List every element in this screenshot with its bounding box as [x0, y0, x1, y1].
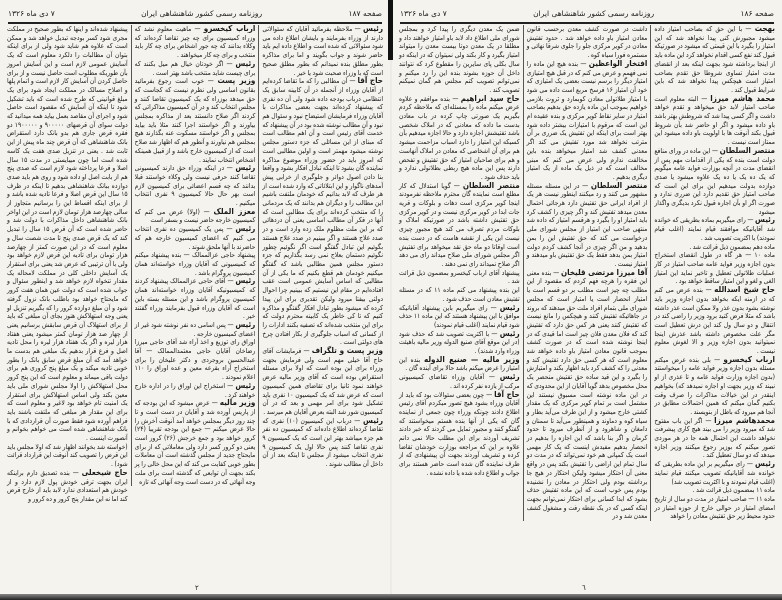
paragraph [527, 182, 648, 269]
paragraph-text: — با این حق که بصاحب امتیاز داده میشود مجبورش کنی پیدا نخواهد شد که این امتیاز را بگیرد با این قیمتی که میشود در صورتیکه قبول کند نفع کسی اقدام نخواهد کرد این ماده باید از اینجا برداشته شود بجهت اینکه بعد از انقضای مدت امتیاز تساوی شروطا حق تقدم بصاحب امتیاز است هیچکس پیدا نخواهد شد که باین شرایط قبول کند . [654, 25, 775, 94]
paragraph [654, 243, 775, 252]
paragraph [399, 269, 520, 286]
paragraph [399, 304, 520, 330]
paragraph-text: — رای میگیریم بر این ماده بطریقی که خوانده شد آقایانیکه تصویب میکنند قیام نمایند (اغلب قیام نمودند و با اکثریت تصویب شد) [654, 460, 775, 486]
paragraph-text: — بنده عرض می کنم که در ازمنه ایکه بخواهد بدون اجازه وزیر باید نوشته بشود بدون عذر ولا ممکن است عذر داشته باشد که مثلا فرض کنید برود وزیر را راضی کند در انتقال و دو سال ول کند این درش تعطیل است مگر علت مخصوص داشته باشد عذرش اینجا نمیتوانید بدون اجازه وزیر و الا لغوش معلوم نیست . [654, 286, 775, 356]
paragraph-text: (خواسته شد بخوانند اظهار شد که اولا مجلس باید این قرض را تصویب کند آنوقت این قرارداد قرائت شود) . [6, 442, 128, 469]
paragraph-text: — بنده موافقم و علاوه عرض میکنم ماده را بمسئله‌ای که ملاحظه کردم بگیریم یک صورتی چاپ کرده در باب معادن بدست ما داده که معادنی که در املاک شخصی باشد تفتیشش اجازه دارد و حالا اجازه میدهیم بآن کسیکه این امتیاز را دارد اسباب مزاحمت میشود هم برای آن اشخاصی که معادن در املاک آنهاست و هم برای صاحبان امتیاز که حق تفتیش و تفحص دارند پس این ماده هیچ ربطی بطلاتولی ندارد و باید حذف شود . [398, 94, 520, 181]
paragraph [654, 286, 775, 356]
page-number: صفحه ۱۸۶ [740, 8, 774, 18]
paragraph [7, 469, 128, 504]
text-columns [4, 25, 386, 504]
paragraph-text: ماده دهم بمضمون ذیل قرائت شد . [689, 242, 775, 251]
paragraph [399, 95, 520, 182]
paragraph-text: — ماهیت معلوم نشد که وزراء کمیسیون برای چه چیز تقاضا کرده‌اند که وکلاء بدانند که چه جور اشخاص برای چه کار باید منتخب و برای چه کار میخواهند . [134, 25, 256, 60]
speaker-name: منتصر السلطان [462, 180, 520, 190]
paragraph [527, 269, 648, 521]
issue-date: ۷ دی ماه ۱۳۲۶ [400, 8, 447, 18]
page-header [8, 6, 382, 24]
speaker-name: وزیر پست [217, 76, 256, 86]
newspaper-page-186 [392, 0, 782, 600]
speaker-name: رئیس [499, 302, 520, 312]
paragraph [135, 60, 256, 77]
speaker-name: بهجت [754, 24, 775, 33]
paragraph-text: ماده ۱۰ — هر گاه در طول انقضای استخراج بدون اجازه وزیر فواید عامه صاحب امتیاز در کار عملیات طلاتولی تعطیل و تاخیر نماید این امتیاز الغی و لغو و این امتیاز ساقط خواهد بود . [654, 251, 775, 286]
paragraph-text: — در اینکه وزراء حق دارند کمیسیونی تقاضا کنند حرفی نیست ولی وکلاء خواستند قبلا بدانند که چه قسم اعضائی برای کمیسیون لازم است بهر حال حالا کمیسیون ۹ نفری انتخاب میکنیم . [134, 164, 256, 208]
paragraph [7, 25, 128, 443]
speaker-name: ارباب کیخسرو [203, 24, 256, 33]
folio-number: ٦ [582, 584, 586, 592]
paragraph [654, 417, 775, 461]
speaker-name: رئیس [755, 459, 775, 469]
paragraph [135, 25, 256, 60]
paragraph [135, 277, 256, 321]
paragraph-text: پیشنهاد آقای ارباب کیخسرو بمضمون ذیل قرائت شد . [398, 268, 520, 286]
paragraph-text: — پس یک کمیسیون ده نفری انتخاب می کنیم که اعضای کمیسیون خارجه هم که حاضرند با آنها ملحق شوند . [134, 225, 256, 251]
speaker-name: رئیس [363, 24, 383, 33]
paragraph [135, 208, 256, 225]
paragraph-text: — گویا استدلال که کار مطلع است نماینده گان محترم ملاحظه نفرمودند اینجا کویر مرکزی است دهات و بلوکات و قریه جات ابدا در کویر مرکزی نیست و در کویر مرکزی حق تفتیش داشته باشد در صورتیکه املاک و بلوکات مردم تصرف می کند هیچ مجبور چیزی نیست این یکی از نقشه هاست که در دست بنده است اوقاتا دو ماه حق نقد میخواهد برای تفتیش اگر مجلس شورای ملی صلاح میداند رای می دهد اگر صلاح نمیداند رای نمی دهند . [398, 181, 520, 268]
speaker-name: رئیس [755, 215, 775, 225]
speaker-name: رئیس [363, 415, 383, 425]
page-header [400, 6, 774, 24]
speaker-name: رئیس [235, 319, 256, 329]
paragraph-text: — اگر خودتان خیال هم میل بکنند که برای چیست شاید منتخب باشد بهتر است . [134, 59, 256, 77]
newspaper-title: روزنامه رسمی کشور شاهنشاهی ایران [533, 8, 655, 18]
speaker-name: آقا میرزا مرتضی قلیخان [561, 267, 648, 277]
text-column [396, 25, 523, 478]
speaker-name: حاج شیخ اسدالله [714, 285, 775, 295]
paragraph-text: — چون بعضی سئوالات بود که باید از آقایان وزراء بشود هیچ تصور میکردم آقای رئیس اطلاع دادند چونکه وزراء چون جمعی از نماینده گان که یکی از آنها بنده هستم میخواستند که گفتگو کنند و مجبور تمایل می کردند که خبر دادند تشریف آوردند برای این مطلب حالا نمی دانم علاوه بر این که مراجعه بوزارت خودشان تقاضا کرده و تشریف آوردند بجهت آن پیشنهادی که از طرف نماینده گان شده است حاضر هستند برای جواب و اطلاع داده شده یا داده نشده . [398, 390, 520, 477]
speaker-name: رئیس [235, 380, 256, 390]
speaker-name: محمد هاشم میرزا [710, 93, 775, 103]
speaker-name: حاج سید ابراهیم [460, 93, 520, 103]
paragraph-text: — خوب است رجوع بفرمائید بقانون اساسی ولی نظرم نیست که کجاست که حق میدهد بوزراء که یک کمیسیون تقاضا کنند و مجلس انتخاب کند و در آن کمیسیون مذاکراتی که کردند اگر صلاح دانستند بعد از مذاکره بمجلس بیاورند و اگر خواستند اجرا کنند مثلا باید بیاید بمجلس و اگر خواستند مسکوت عنه بگذارند هیچ بمجلس هم نیاورند و آنطور هم که اظهار شد صلاح است که از کمیسیون خارج باشد و از قبیل همینکه اشخاص انتخاب نمایند . [134, 77, 256, 164]
speaker-name: رئیس [235, 163, 256, 173]
speaker-name: رئیس [235, 224, 256, 234]
paragraph [654, 495, 775, 521]
paragraph [7, 443, 128, 469]
paragraph [262, 77, 383, 347]
paragraph-text: — ملاحظه بفرمائید آقایان که سئوالاتی دارند از وزراء بفرمایند و بایشان اطلاع داده می شود سئوالاتی که شده است و اطلاع داده ایم باید حاضر شوند و جواب بگویند و اما برای مذاکره بطور مطلق بنده نمیدانم که بطور مطلق صحیح است که با وزراء صحبت شود یا خیر . [262, 25, 383, 77]
paragraph [262, 347, 383, 417]
speaker-name: افتخار الواعظین [588, 58, 648, 68]
paragraph-text: این بنده پیشنهاد می کنم ماده ۱۱ که در مسئله تفتیش معادن است حذف شود . [398, 286, 520, 303]
paragraph-text: — آقای حاجی عزالممالک پیشنهاد کردند که کمیسیونیکه آقایان وزراء خواسته‌اند همان کمیسیون پروگرام باشد و این مسئله بسته باین است که آقایان وزراء قبول بفرمایند وزراء گفتند خیر . [134, 277, 256, 321]
paragraph-text: — بلی بنده عرض میکنم مسئله بدون اجازه وزیر فواید عامه را میخواستند (بدون اجازه وزارت فواید عامه و تا عذری از او نبیند که وزیر بجهت او اجازه نمیدهد که) بخواهیم اینقدر در این خیالات مذاکرات را صرف وقت بکنیم گمان میکنم که همین احتمالات مطابق در آنجا هم میرود که باطل از بنویسند . [654, 355, 775, 416]
speaker-name: حاج شیخعلی [81, 467, 128, 477]
paragraph-text: — پس اسامی ده نفر نوشته شود غیر از اعضای کمیسیون خارجه . [134, 320, 256, 338]
paragraph [654, 486, 775, 495]
speaker-name: منتصر السلطان [719, 145, 775, 155]
scan-edge [0, 594, 782, 600]
speaker-name: منتصر السلطان [590, 180, 648, 190]
paragraph [527, 25, 648, 60]
speaker-name: حاج آقا [494, 389, 520, 399]
paragraph-text: — البته معلوم است صاحب امتیاز لابد حق میخواهد و تقدم خواهد داشت و اگر کسی پیدا شد که شروطش بهتر باشد باو داده میشود و اگر او حاضر شد بآن شروط قبول بکند آنوقت ها با اولویت باو داده میشود این ممتاز است نیست . [654, 94, 775, 147]
paragraph [262, 25, 383, 77]
speaker-name: رئیس [499, 372, 520, 382]
paragraph [135, 251, 256, 277]
paragraph [135, 382, 256, 399]
paragraph [262, 417, 383, 469]
paragraph [527, 60, 648, 182]
paragraph-text: — در این مسئله مسئله مشهور می کنند و رد میکنند اینطور نیست هر یک از افراد ایرانی حق تفتیش دارد هرجائی احتمال معدن میدهد تفتیش کند و اگر چیزی را کشف کرد باید امتیاز او را بگیرد و هرقسم امتیاز که داده شد منتهی صاحب این امتیاز از مجلس شورای ملی درخواست می کند که حق تفتیش این را بمن بدهید و من اگر چیزی در آنجا کشف کردم دولت امتیاز بمن بدهد فقط یک حق تفتیش باو میدهند و امتیاز نیست . [526, 181, 648, 268]
speaker-name: معزز الملک [213, 206, 256, 216]
paragraph-text: ماده ۱۱ — صاحب امتیاز در مدت دو سال از تاریخ امضای امتیاز در حوالی خارج از حوزه امتیاز در حدود محیط زیر حق تفتیش معادن را خواهد [654, 494, 775, 521]
paragraph [654, 460, 775, 486]
paragraph [399, 356, 520, 373]
paragraph-text: پیشنهاد شده‌اند و اینها که بطور صحیح در مملکت مجری شود کسر بودجه تبدیل خواهد شد و ممکن است که علاوه هم شاید شود ولی از برای اینکه بتوان آن مطالبات را دلکرد معلوم است که یک آسایش عمومی لازم است و این آسایش امروز بآن طوریکه مطلوب است حاصل نیست و از برای حاصل کردن آن آسایش کار لازم است و اتمام پلها و اصلاح مسالک در مملکت ایجاد شود برای یک مبلغ قوانینی که طرح شده است که باید تشکیل شود تا اینکه آن آسایش که مقصود است حاصل شود و اجرای آن مقاصد بعمل بیاید همه میدانید که دولت سوای آن قرضهای ۹۰۰۰۰۰ و ۱۹۰۰۰۰۰ دو فقره قرض جاری هم بدو بانک دارد استقراض بانک شاهنشاهی که آن قرض چند ماه پیش از این ثابت شد . یعنی در تنزیل صدی هفت یک کاسه شده است اما چون میبایستی در مدت ۱۵ سال اصلا و فرعا پرداخته شود لازم است که صدی پنج هم از بابت اصل او داده شود و روی هم باید صدی دوازده ببانک شاهنشاهی بدهیم تا اینکه در ظرف ۱۵ سال این قرض اصلا و فرعا تادیه شده باشد و از برای اینکه اقساط این را برسانیم متجاوز از سالی چهارصد هزار تومان لازم است در این اواخر بانک شاهنشاهی داخل مذاکرات با دولت شد و حاضر شده است که آن قرض ۱۵ سال را تبدیل کند که یک قرض صدی پنج تا مدت شصت سال و معلوم است که در این صورت کمتر از چهارصد هزار تومان برای تادیه این قرض لازم خواهد بود ولی با آن ترتیبی که عرض شد یعنی برای استقرار یک آسایش داخلی کلی در مملکت لامحاله یک مقدار تنخواه لازم خواهد شد و اینطور سئوال و جواب شده است که دولت عین همان هفت کرور که مایحتاج خواهد بود باطلب بانک نزول گرفته شود و آن مبلغ دوازده کرور را که بگیریم تنزیل او یعنی وجه استهلاکش هنوز بجای آن مبلغی که باید از برای استهلاک آن قرض سابقش برسانیم یعنی از چهار صد هزار تومان کمتر میشود یعنی هفتاد هزار لیره و اگر یک هفتاد هزار لیره را محل تادیه اصل و فرع قرار بدهیم یک مبلغی هم بدست ما خواهد آمد که آن مبلغ قرض سابق بانک را بطور خوبی تادیه میکند و یک مبلغ پنج کروری هم برای دولت باقی میماند و معلوم است که این پنج کرور محل استهلاکش را اولا مجلس شورای ملی باید معین بکند ولی اساس استهلاکش برای استقرار یک امنیت تام خواهد بود لاغیر و معلوم است که برای این مقدار هر مبلغی که ملتفت باشند باید فراهم آورده شود فقط صورت آن قراردادی که با بانک شاهنشاهی شده است می خواهم بخوانم و آنصورت اینست . [6, 25, 128, 443]
paragraph [135, 77, 256, 164]
paragraph [654, 147, 775, 217]
paragraph [399, 373, 520, 390]
paragraph [654, 251, 775, 286]
paragraph-text: — آن مطالبی را که ما تقاضا کرده‌ایم از آقایان وزراء از آنجمله در آن کابینه سابق یک انتظامی درباب بودجه داده شود ولی آن ده نفری که پیشنهاد کرده‌اند بجهت بعضی مذاکرات با آقایان وزراء فرمایشان استیضاح نبود و سئوال هم نبود و آن مطالب نوشته شده بود در آن پیشنهاد که خدمت آقای رئیس است و آن اهم مطالب است که مبنای از این مسائلی که جزء دستور مجلس نوشته میشود مهمتر است و اولین مطالبی است که امروز باید در حضور وزراء موضوع مذاکره نماینده گان بشود تا اینکه تبادل افکار بشود و واقعا بنا دادن اصول دوائر و جلوگیری از خرابی پیش آمدهای ناگوار و این ابتلائاتی که وارد شده است از هر طرف که لابد بدانیم که خودمان ملتفت باشیم این مطالب را و دیگران هم بدانند که یک مردمانی را که منتخب کرده‌اند برای یک مطالبی است که آنها در فکر آن مطالب اساسی یعنی آن دردهائی که بر این ملت مظلوم ملک زده وارد است و در صدد علاج هستند و اگر ببینیم در صدد علاج هستند بگوئیم این تبادل گفتگو است اگر نگوئیم چطور نگوئیم دستمان بعلاج نمی رسد بگذاریم که جزء دستور مجلس همین مطالبی باشد که گفتگو میکنیم خودمان هم قطع بکنیم که ما یکی از آن مطالبی که اساس آسایش عمومی است عقب افتاده‌ایم در مقام این نیستیم که ببینیم چرا احوال دولتی بیفتا میرود ولیکن تقدیری برای این پیدا کرده که میشود بطور تبادل افکار گفتگو و مذاکره کنیم که تا کی خاطر یک کابینه محترم دولت که برای این منتخب شده‌اند که تصفیه بکنند ادارات را از کسانی که اسباب جلوگیری از بکار افتادن چرخ های دولتی است . [262, 77, 383, 347]
text-column [131, 25, 259, 486]
binding-shadow [388, 0, 393, 60]
paragraph-text: — بنده تصدیق دارم براینکه ایران بجهت ترقی خودش پول لازم دارد و از خودش هم استعدادی ندارد لابد باید از خارج قرض کند اما نه این مقدار پنج کرور و ده کرور و [6, 468, 128, 503]
paragraph [135, 338, 256, 382]
paragraph-text: ماده ۱۱ بمضمون ذیل قرائت شد . [692, 486, 775, 495]
paragraph-text: — رای میگیریم باین پیشنهاد آقایانیکه موافق با این پیشنهاد هستند که این ماده ۱۱ حذف شود قیام نمایند (اغلب قیام نمودند) [398, 303, 520, 329]
paragraph [135, 225, 256, 251]
paragraph-text: — استخراج این اوراق را در اداره خارج خواهند کرد . [134, 381, 256, 399]
paragraph [399, 391, 520, 478]
speaker-name: وزیر پست و تلگراف [311, 346, 383, 356]
text-columns [396, 25, 778, 521]
paragraph [399, 286, 520, 303]
speaker-name: رئیس [499, 328, 520, 338]
paragraph-text: — فرمایشات آقای حاج آقا خیلی مهم است ولی فرمایش بجهت وزراء برای این بوده است که اولا برای مسئله استقراض بوده است که آقای وزیر مالیه عرض خواهند نمود ثانیا برای تقاضای همین کمیسیون است که عرض شد که یک کمیسیون ۱۰ نفری باید تشکیل شود برای امر مهمی و بعد که در آن کمیسیون شور شد البته بعرض آقایان هم میرسد . [262, 347, 384, 416]
speaker-name: رئیس [235, 58, 256, 68]
paragraph-text: — این ماده در ورای منافع دولت است بنده که یکی از اقدامات مهم پس از انقضای مدت در آنچه بوزارت فواید عامه میگویم که یک ده یک یا ده یک علاوه میشود یا صدی دوازده بدولت میدهیم این برای این است که صاحب امتیاز حق تقدیم دارد این ضرری ندارد و صورت اگر او بآن اجاره قبول نکرد بدیگری واگذار میشود [654, 146, 775, 216]
paragraph [399, 182, 520, 269]
paragraph-text: — درباب این کمیسیون (۱۰) نفری که تقاضا کرده‌اند اطلاع داده‌اند که کمیسیون ده نفر هم جزء میباشد بهتر این است که یک کمیسیون ۹ نفری تقاضا کنند پس حالا اول یک کمیسیون ۹ نفری انتخاب میشود از مجلس تا اینکه بعد از آن داخل آن مطالب شوند . [262, 416, 383, 469]
paragraph-text: بنده این امتیاز را عرض میکنم باشد حالا برای آینده گان . [398, 355, 520, 373]
paragraph [135, 164, 256, 208]
paragraph-text: — عرض میشود که این بودجه که از پاریس آورده شد و آقایان در دست است و تا چند روز دیگر بمجلس خواهد آمد آنوقت آخرش را حالا عرض میکنم — جمع این بودجه تقریبا (۲۴) کرور خواهد بود و جمع خرجش (۲۶) کرور است یعنی دو کرور کسر دارد ولی معاملاتی که از برای مایحتاج جدید از مجلس گذشته است آن معاملات بطور خوبی کفایت می کند که این محل خالی را پر بکند بجهت آن توابعی که گذشته است برای ملت وجه آنهائی که در دست است وجه آنهائی که تازه [134, 399, 256, 486]
speaker-name: حاج آقا [357, 76, 383, 86]
text-column [650, 25, 778, 521]
speaker-name: رئیس [235, 276, 256, 286]
speaker-name: وزیر مالیه — صنیع الدوله [423, 354, 520, 364]
page-number: صفحه ۱۸۷ [348, 8, 382, 18]
paragraph-text: — آقایان وزراء تقاضای کمیسیونی مرکب از یازده نفر کرده اند . [398, 373, 520, 390]
text-column [523, 25, 651, 521]
paragraph-text: — رای میگیریم بماده بطریقی که خوانده شد آقایانیکه موافقند قیام نمایند (اغلب قیام نمودند) با اکثریت تصویب شد . [654, 216, 775, 242]
paragraph-text: ضمن یک معدن دیگری را پیدا کرد و بمجلس شورای ملی اطلاع داد لابد باو امتیاز خواهند داد و مطلقا در یک معدن دوتا بیست معدن را میتواند امتیاز بگیرد و کار بکند ولی نمیتوان که در اینکه دو سال بکلی پای سایرین را مقطوع کرد که نتوانند داخل آن حوزه بشوند بنده این را رد میکنم و نمی‌توانم تصویب کنم مجلس هم گمان نمیکنم تصویب کند . [398, 25, 520, 94]
paragraph [654, 95, 775, 147]
issue-date: ۷ دی ماه ۱۳۲۶ [8, 8, 55, 18]
paragraph-text: پیشنهاد حاجی عزالممالک — بنده پیشنهاد میکنم که کمیسیونی که آقایان وزراء خواسته‌اند همان کمیسیون پروگرام باشد . [134, 251, 256, 277]
newspaper-page-187 [0, 0, 390, 600]
paragraph-text: — بنده معنی این فقره را هرچه فهم کردم که مقصود از این مطلب چه چیز است مطلب بر دو قسم است یا امتیاز انحصار است یا امتیاز است که مجلس شورای ملی بتمام افراد ملت حق میدهند که بروند در جاهائیکه تفتیش کنند و هیچکس را مانع نیست که تفتیش کنند یعنی هر کس حق دارد که تفتیش کند که فلان معدن فلان چیز است اما قیدی که در اینجا نوشته شده است که در صورت کشف بموجب قانون معادن امتیاز باو داده خواهد شد معلوم است که هر کسی حق دارد تفتیش کند و معدنی را که کشف کرد باید اظهار بکند و امتیازش را بگیرد و این قید ساده حق تفتیش منحصر یک محل مخصوص بدهد گویا آقایان از این محدودی که در این ماده نوشته است مسبوق نیستند این مشتمل است بر تمام کویر مرکزی که یک مقدار کشتی خارج میشود و از این طرف می‌آید بطار و سیاه کوه و دماوند و همینطور می‌آید تا سمنان و دامغان و شاهرود و از آنطرف میرود تا حدود کرمان و اگر بنا باشد که این اجازه را بدهیم در انحصار بدهیم مفیدش اینست که یک کار مهمی است یک کمپانی هم خود نمی‌تواند که در مدت دو سال تمام این اراضی را تفتیش بکند پس در واقع معنی آن احتکار میشود ولیکن احتکار در هیچ جا برداشته بودم ولی احتکار در معادن را نشنیده بودم پس خوب است که این ماده تفتیش حذف بشود که ابدا کسانی برای احتکار نمی‌توانم بجهت اینکه کسی که در یک نقطه رفت و مشغول کشف معدن شد و در [526, 268, 648, 521]
paragraph-text: — بنده هیچ این ماده را نمی فهمم و عرض می کنم که در قبل هیچ امتیازی امتیاز دیگر را برسم نیست بعضی یک امتیازی که خود آن امتیاز ۱۶ فرسخ مربع است داده می شود با امتیاز طلاتولی معادن کوبمارد و ثروت بلازمی خواهیم بموجب این ماده یازده حق بدهیم بصاحب امتیاز در سایر نقاط کویر مرکزی و بنده عقیده ام این است که مرقوم با امتیازات بیشتر داده شود بهتر است برای اینکه این تفتیش یک ضرری بر آن مترتب نخواهد شد مورد تفتیش می کند اگر معدنی کشف شد امتیاز میخواهد بنده باین مخالفت ندارم ولی عرض می کنم که مبنی مخالف است که در ذیل یک ماده از یک امتیاز دیگری بدهیم . [526, 59, 648, 181]
paragraph [654, 216, 775, 242]
speaker-name: وزیر مالیه [219, 398, 256, 408]
paragraph [135, 321, 256, 338]
paragraph [399, 330, 520, 356]
paragraph [135, 399, 256, 486]
speaker-name: ارباب کیخسرو [723, 354, 775, 364]
paragraph [654, 356, 775, 417]
paragraph-text: اوراق رای توزیع و اخذ آراء شد آقای حاجی میرزا رضاخان آقایان حاجی معتمدالممالک — آقا عبدالحسین بروجردی و دکتر علیخان را برای استخراج آراء بقرعه معین و عده اوراق را ۱۱۰ اعلام نمودند . [134, 338, 256, 382]
paragraph [654, 25, 775, 95]
text-column [4, 25, 131, 504]
paragraph-text: داشت در صورت کشف معدن برحسب قانون معادن امتیاز باو داده خواهد شد . حدود تفتیش معادن در کویر مرکزی جلو را جلوی شرقا نهائی و مستمره فورا سیاه کوه . [526, 25, 648, 60]
text-column [258, 25, 386, 469]
paragraph-text: — اگر این باب مفتوح شد که میرود وزیر را می بیند هیچ کاری پیشرفت نخواهد داشت این احتمال همه جا در هر موردی تصور میکنم که بوزیر رجوع میکنند وزیر اجازه میدهد که دو سال تعطیل کند . [654, 416, 775, 460]
newspaper-title: روزنامه رسمی کشور شاهنشاهی ایران [141, 8, 263, 18]
paragraph [399, 25, 520, 95]
paragraph-text: — (اولا) عرض می کنم که کمیسیون خارجه حاضر نیست و بسفر است [134, 207, 256, 225]
speaker-name: محمدهاشم میرزا [714, 415, 775, 425]
folio-number: ۲ [195, 584, 199, 592]
paragraph-text: — با اکثریت تصویب شد که حذف شود (در این موقع آقای صنیع الدوله وزیر مالیه باهیئت وزراء وارد شدند) . [398, 329, 520, 356]
